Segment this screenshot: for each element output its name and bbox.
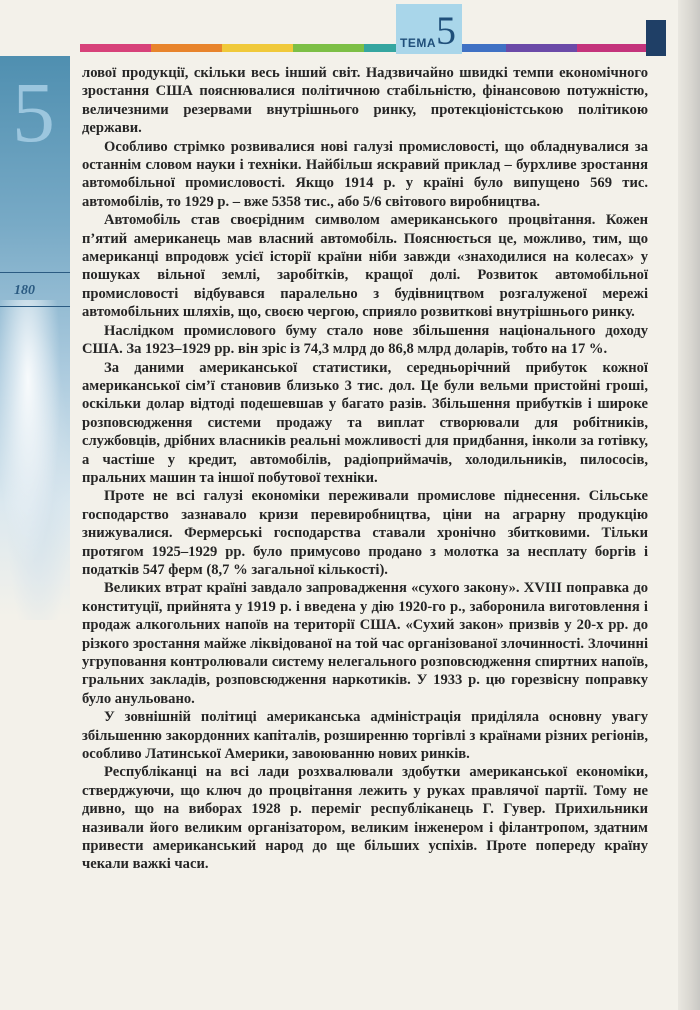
strip-segment <box>506 44 577 52</box>
paragraph: Особливо стрімко розвивалися нові галузі промисловості, що обладнувалися за останнім словом науки і техніки. Найбільш яскравий приклад – бурхливе зростання автомобільної промисловості. Якщо 1914 р. у країні було випущено 569 тис. автомобілів, то 1929 р. – вже 5358 тис., або 5/6 світового виробництва. <box>82 138 648 210</box>
paragraph: За даними американської статистики, середньорічний прибуток кожної американської сім’ї становив близько 3 тис. дол. Це були вельми пристойні гроші, оскільки долар відтоді подешевшав у багато разів. Збільшення прибутків і широке розповсюдження системи продажу та виплат створювали для робітників, службовців, дрібних власників реальні можливості для придбання, інколи за готівку, а частіше у кредит, автомобілів, радіоприймачів, холодильників, пилососів, пральних машин та іншої побутової техніки. <box>82 359 648 486</box>
paragraph: Великих втрат країні завдало запровадження «сухого закону». XVIII поправка до конституції, прийнята у 1919 р. і введена у дію 1920-го р., заборонила виготовлення і продаж алкогольних напоїв на території США. «Сухий закон» призвів у 20-х рр. до різкого зростання майже ліквідованої на той час організованої злочинності. Злочинні угруповання контролювали систему нелегального розповсюдження спиртних напоїв, гральних закладів, розповсюдження наркотиків. У 1933 р. цю горезвісну поправку було анульовано. <box>82 580 648 707</box>
body-text <box>82 64 648 874</box>
theme-label: ТЕМА <box>400 36 436 50</box>
theme-number: 5 <box>436 8 456 53</box>
page-edge-shadow <box>678 0 700 1010</box>
paragraph: Наслідком промислового буму стало нове збільшення національного доходу США. За 1923–1929 рр. він зріс із 74,3 млрд до 86,8 млрд доларів, тобто на 17 %. <box>82 322 648 358</box>
page-number: 180 <box>14 283 35 298</box>
paragraph: Проте не всі галузі економіки переживали промислове піднесення. Сільське господарство зазнавало кризи перевиробництва, ціни на аграрну продукцію знижувалися. Фермерські господарства ставали хронічно збитковими. Тільки протягом 1925–1929 рр. було примусово продано з молотка за несплату боргів і податків 547 ферм (8,7 % загальної кількості). <box>82 488 648 578</box>
page-number-rule-bottom <box>0 306 70 307</box>
chapter-number: 5 <box>12 64 55 160</box>
strip-segment <box>293 44 364 52</box>
strip-segment <box>151 44 222 52</box>
header-color-strip <box>80 44 648 52</box>
side-decorative-photo <box>0 300 70 620</box>
strip-segment <box>577 44 648 52</box>
paragraph: лової продукції, скільки весь інший світ. Надзвичайно швидкі темпи економічного зростання США пояснювалися політичною стабільністю, фінансовою потужністю, величезними резервами внутрішнього ринку, протекціоністською політикою держави. <box>82 65 648 137</box>
strip-segment <box>222 44 293 52</box>
theme-header <box>396 4 462 54</box>
paragraph: Автомобіль став своєрідним символом американського процвітання. Кожен п’ятий американець мав власний автомобіль. Пояснюється це, можливо, тим, що американці впродовж усієї історії країни ніби завжди «знаходилися на колесах» у пошуках вільної землі, заробітків, кращої долі. Розвиток автомобільної промисловості відбувався паралельно з будівництвом розгалуженої мережі автомобільних шляхів, що, своєю чергою, сприяло розвиткові внутрішнього ринку. <box>82 212 648 321</box>
page-number-rule-top <box>0 272 70 273</box>
strip-segment <box>80 44 151 52</box>
paragraph: У зовнішній політиці американська адміністрація приділяла основну увагу збільшенню закордонних капіталів, розширенню торгівлі з країнами різних регіонів, особливо Латинської Америки, завоюванню нових ринків. <box>82 709 648 763</box>
header-dark-tab <box>646 20 666 56</box>
paragraph: Республіканці на всі лади розхвалювали здобутки американської економіки, стверджуючи, що ключ до процвітання лежить у руках правлячої партії. Тому не дивно, що на виборах 1928 р. переміг республіканець Г. Гувер. Прихильники називали його великим організатором, великим інженером і філантропом, здатним привести американський народ до ще більших успіхів. Проте попереду країну чекали важкі часи. <box>82 764 648 873</box>
